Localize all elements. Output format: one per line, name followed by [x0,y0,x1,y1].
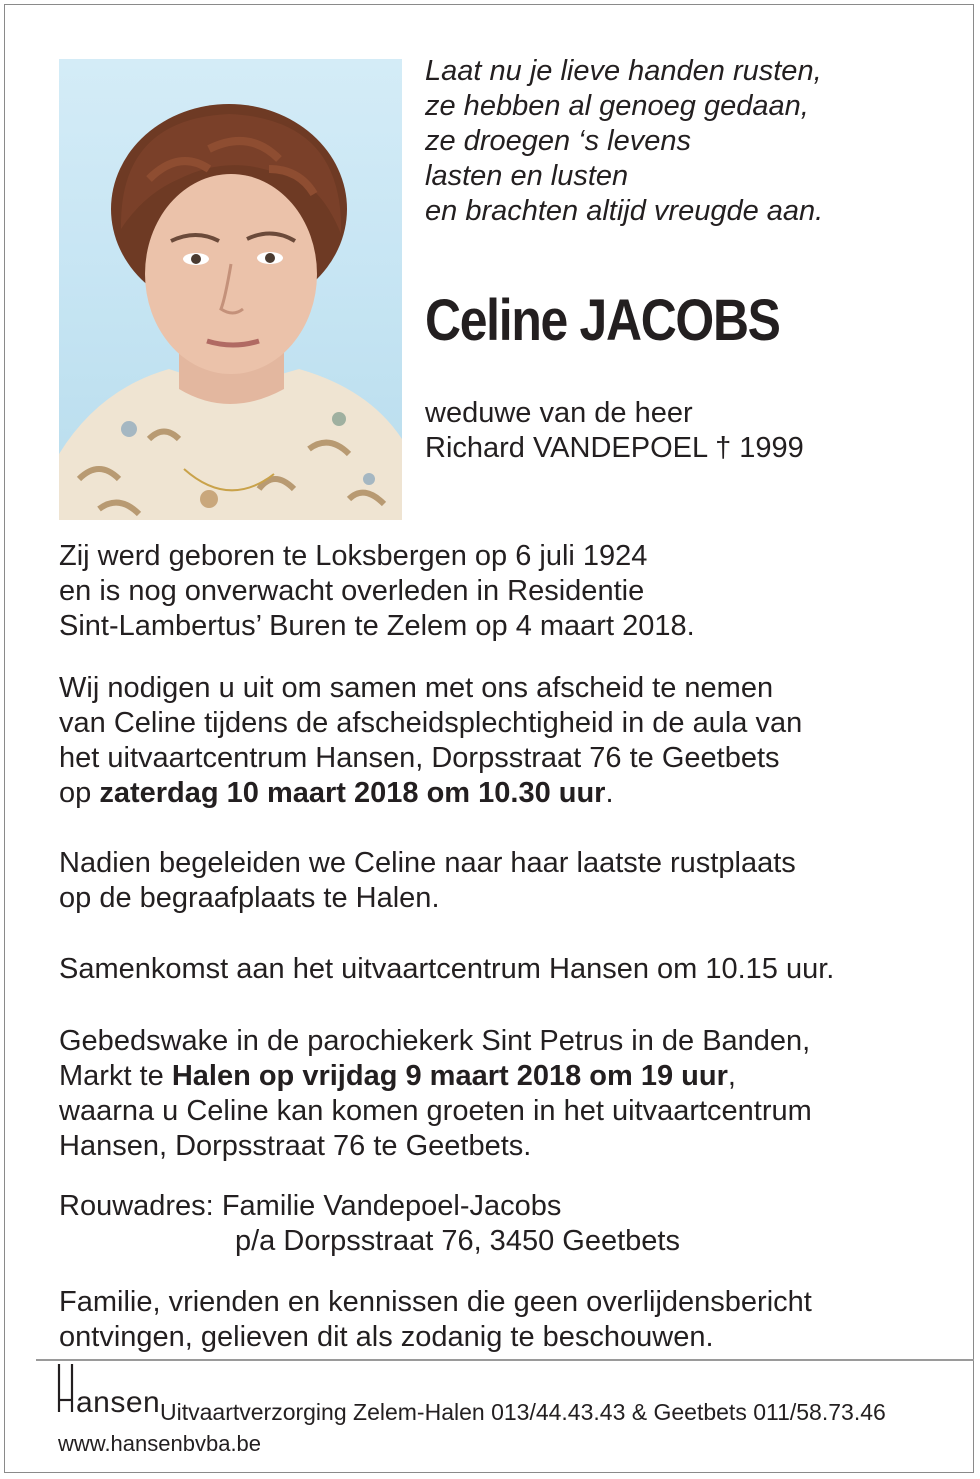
paragraph-line: waarna u Celine kan komen groeten in het uitvaartcentrum [59,1095,812,1127]
address-family: Familie Vandepoel-Jacobs [221,1190,562,1222]
text-fragment: . [605,777,614,809]
spouse-info [425,396,804,466]
poem-line: lasten en lusten [425,160,629,192]
address-street: p/a Dorpsstraat 76, 3450 Geetbets [235,1225,680,1257]
paragraph-line [59,1189,959,1224]
poem-line: en brachten altijd vreugde aan. [425,195,824,227]
portrait-photo [59,59,402,520]
poem-line: ze droegen ‘s levens [425,125,691,157]
invitation-paragraph [59,671,959,811]
vigil-datetime: Halen op vrijdag 9 maart 2018 om 19 uur [171,1060,728,1092]
logo-wordmark [56,1386,160,1420]
poem-line: Laat nu je lieve handen rusten, [425,55,822,87]
paragraph-line: Wij nodigen u uit om samen met ons afscheid te nemen [59,672,774,704]
poem-line: ze hebben al genoeg gedaan, [425,90,809,122]
funeral-home-tagline: Uitvaartverzorging Zelem-Halen 013/44.43.43 & Geetbets 011/58.73.46 [160,1399,886,1425]
mourning-address [59,1189,959,1259]
paragraph-line: het uitvaartcentrum Hansen, Dorpsstraat 76 te Geetbets [59,742,780,774]
hansen-logo [56,1364,161,1419]
paragraph-line: Familie, vrienden en kennissen die geen overlijdensbericht [59,1286,812,1318]
text-fragment: op [59,777,100,809]
ceremony-datetime: zaterdag 10 maart 2018 om 10.30 uur [99,777,606,809]
paragraph-line [59,776,959,811]
paragraph-line: op de begraafplaats te Halen. [59,882,440,914]
paragraph-line: Hansen, Dorpsstraat 76 te Geetbets. [59,1130,532,1162]
gathering-paragraph [59,952,959,987]
paragraph-line: Nadien begeleiden we Celine naar haar laatste rustplaats [59,847,796,879]
logo-text: ansen [76,1386,161,1419]
footer-divider [36,1359,974,1361]
paragraph-line: Sint-Lambertus’ Buren te Zelem op 4 maart 2018. [59,610,695,642]
paragraph-line: Gebedswake in de parochiekerk Sint Petrus in de Banden, [59,1025,811,1057]
spouse-line: weduwe van de heer [425,397,693,429]
vigil-paragraph [59,1024,959,1164]
paragraph-line: Zij werd geboren te Loksbergen op 6 juli 1924 [59,540,648,572]
address-label: Rouwadres: [59,1190,222,1222]
paragraph-line: Samenkomst aan het uitvaartcentrum Hansen om 10.15 uur. [59,953,835,985]
birth-death-paragraph [59,539,959,644]
website-link[interactable]: www.hansenbvba.be [58,1431,262,1456]
paragraph-line: van Celine tijdens de afscheidsplechtigheid in de aula van [59,707,803,739]
text-fragment: Markt te [59,1060,172,1092]
notice-paragraph [59,1285,959,1355]
text-fragment: , [727,1060,736,1092]
deceased-name: Celine JACOBS [425,288,780,353]
burial-paragraph [59,846,959,916]
spouse-line: Richard VANDEPOEL † 1999 [425,432,804,464]
paragraph-line: ontvingen, gelieven dit als zodanig te beschouwen. [59,1321,714,1353]
memorial-poem [425,54,965,229]
portrait-illustration [59,59,402,520]
paragraph-line [59,1059,959,1094]
paragraph-line: en is nog onverwacht overleden in Residentie [59,575,645,607]
